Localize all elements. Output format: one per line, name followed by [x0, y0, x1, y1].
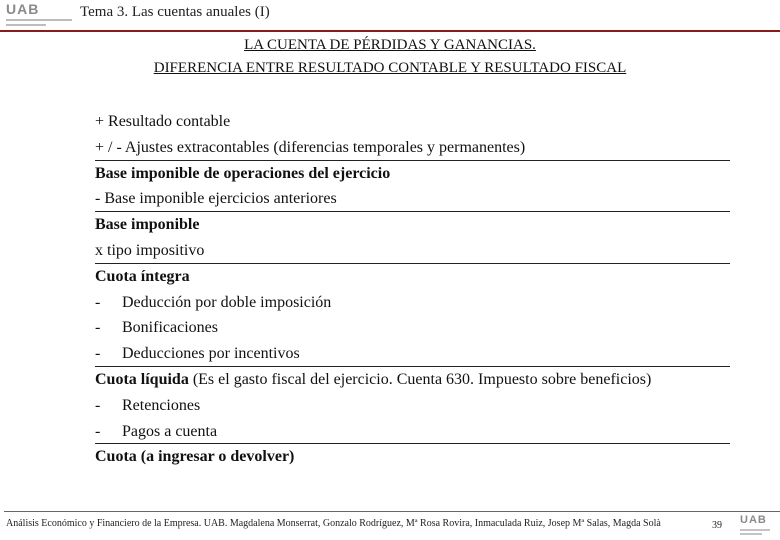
line-base-imponible-anteriores — [95, 189, 730, 215]
line-text: Deducción por doble imposición — [122, 293, 332, 311]
line-base-imponible-operaciones — [95, 164, 730, 190]
line-note: (Es el gasto fiscal del ejercicio. Cuenta 630. Impuesto sobre beneficios) — [188, 370, 652, 388]
line-dash: - — [95, 396, 101, 414]
uab-footer-logo — [740, 515, 774, 535]
line-text: x tipo impositivo — [95, 241, 205, 259]
slide-header-title: Tema 3. Las cuentas anuales (I) — [80, 4, 270, 20]
line-dash: - — [95, 293, 101, 311]
footer-divider — [4, 511, 780, 512]
line-cuota-integra — [95, 267, 730, 293]
header-divider — [0, 30, 780, 32]
line-retenciones — [95, 396, 730, 422]
uab-logo — [6, 2, 76, 28]
line-text: Retenciones — [122, 396, 201, 414]
line-text: Base imponible — [95, 216, 200, 234]
slide-title-line-1: LA CUENTA DE PÉRDIDAS Y GANANCIAS. — [244, 37, 536, 53]
line-tipo-impositivo — [95, 241, 730, 267]
line-text: + Resultado contable — [95, 113, 231, 130]
logo-subtitle-bar — [6, 24, 46, 26]
line-dash: - — [95, 345, 101, 363]
line-ajustes-extracontables — [95, 138, 730, 164]
line-base-imponible — [95, 215, 730, 241]
logo-subtitle-bar — [6, 19, 72, 21]
line-text: Pagos a cuenta — [122, 422, 218, 440]
line-deduccion-doble-imposicion — [95, 293, 730, 319]
line-pagos-a-cuenta — [95, 422, 730, 448]
line-text: Bonificaciones — [122, 319, 218, 337]
line-dash: - — [95, 422, 101, 440]
slide-title-line-2: DIFERENCIA ENTRE RESULTADO CONTABLE Y RESULTADO FISCAL — [153, 60, 627, 76]
uab-footer-logo-mark: UAB — [740, 514, 767, 526]
footer-authors: Análisis Económico y Financiero de la Empresa. UAB. Magdalena Monserrat, Gonzalo Rodríguez, Mª Rosa Rovira, Inmaculada Ruiz, Josep Mª Salas, Magda Solà — [6, 518, 661, 529]
line-text: Base imponible de operaciones del ejercicio — [95, 164, 391, 182]
tax-calculation-list — [95, 112, 730, 473]
line-text: - Base imponible ejercicios anteriores — [95, 190, 337, 208]
line-text: Deducciones por incentivos — [122, 345, 300, 363]
line-text: Cuota líquida — [95, 370, 189, 388]
line-dash: - — [95, 319, 101, 337]
line-cuota-final — [95, 447, 730, 473]
logo-subtitle-bar — [740, 529, 770, 531]
line-cuota-liquida — [95, 370, 730, 396]
line-deducciones-incentivos — [95, 344, 730, 370]
uab-logo-mark: UAB — [6, 1, 40, 17]
line-text: Cuota íntegra — [95, 267, 190, 285]
logo-subtitle-bar — [740, 533, 762, 535]
line-resultado-contable — [95, 112, 730, 138]
line-text: + / - Ajustes extracontables (diferencias temporales y permanentes) — [95, 138, 526, 156]
line-text: Cuota (a ingresar o devolver) — [95, 448, 295, 466]
line-bonificaciones — [95, 318, 730, 344]
page-number: 39 — [712, 520, 722, 531]
